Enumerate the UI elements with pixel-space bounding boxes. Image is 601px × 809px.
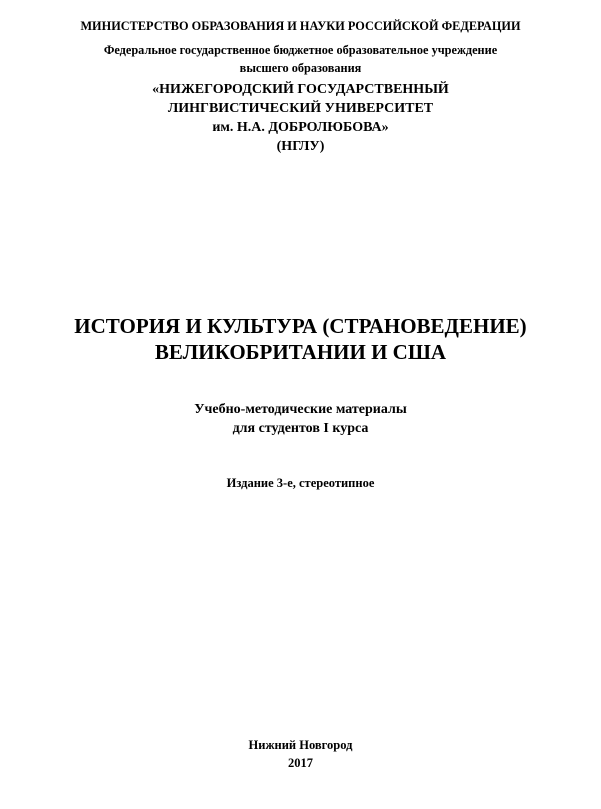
university-name-line1: «НИЖЕГОРОДСКИЙ ГОСУДАРСТВЕННЫЙ — [152, 82, 449, 97]
university-name-line2: ЛИНГВИСТИЧЕСКИЙ УНИВЕРСИТЕТ — [167, 101, 434, 116]
document-title-line2: ВЕЛИКОБРИТАНИИ И США — [154, 340, 447, 364]
edition-note: Издание 3-е, стереотипное — [226, 476, 375, 490]
subtitle-line2: для студентов I курса — [232, 421, 369, 436]
university-abbreviation: (НГЛУ) — [276, 139, 325, 154]
publication-city: Нижний Новгород — [248, 738, 353, 752]
ministry-heading: МИНИСТЕРСТВО ОБРАЗОВАНИЯ И НАУКИ РОССИЙСКОЙ ФЕДЕРАЦИИ — [80, 19, 521, 33]
publication-year: 2017 — [288, 756, 313, 770]
institution-type-line2: высшего образования — [239, 61, 362, 75]
institution-type-line1: Федеральное государственное бюджетное образовательное учреждение — [103, 43, 498, 57]
university-name-line3: им. Н.А. ДОБРОЛЮБОВА» — [212, 120, 389, 135]
subtitle-line1: Учебно-методические материалы — [194, 402, 407, 417]
document-title-line1: ИСТОРИЯ И КУЛЬТУРА (СТРАНОВЕДЕНИЕ) — [74, 314, 527, 338]
